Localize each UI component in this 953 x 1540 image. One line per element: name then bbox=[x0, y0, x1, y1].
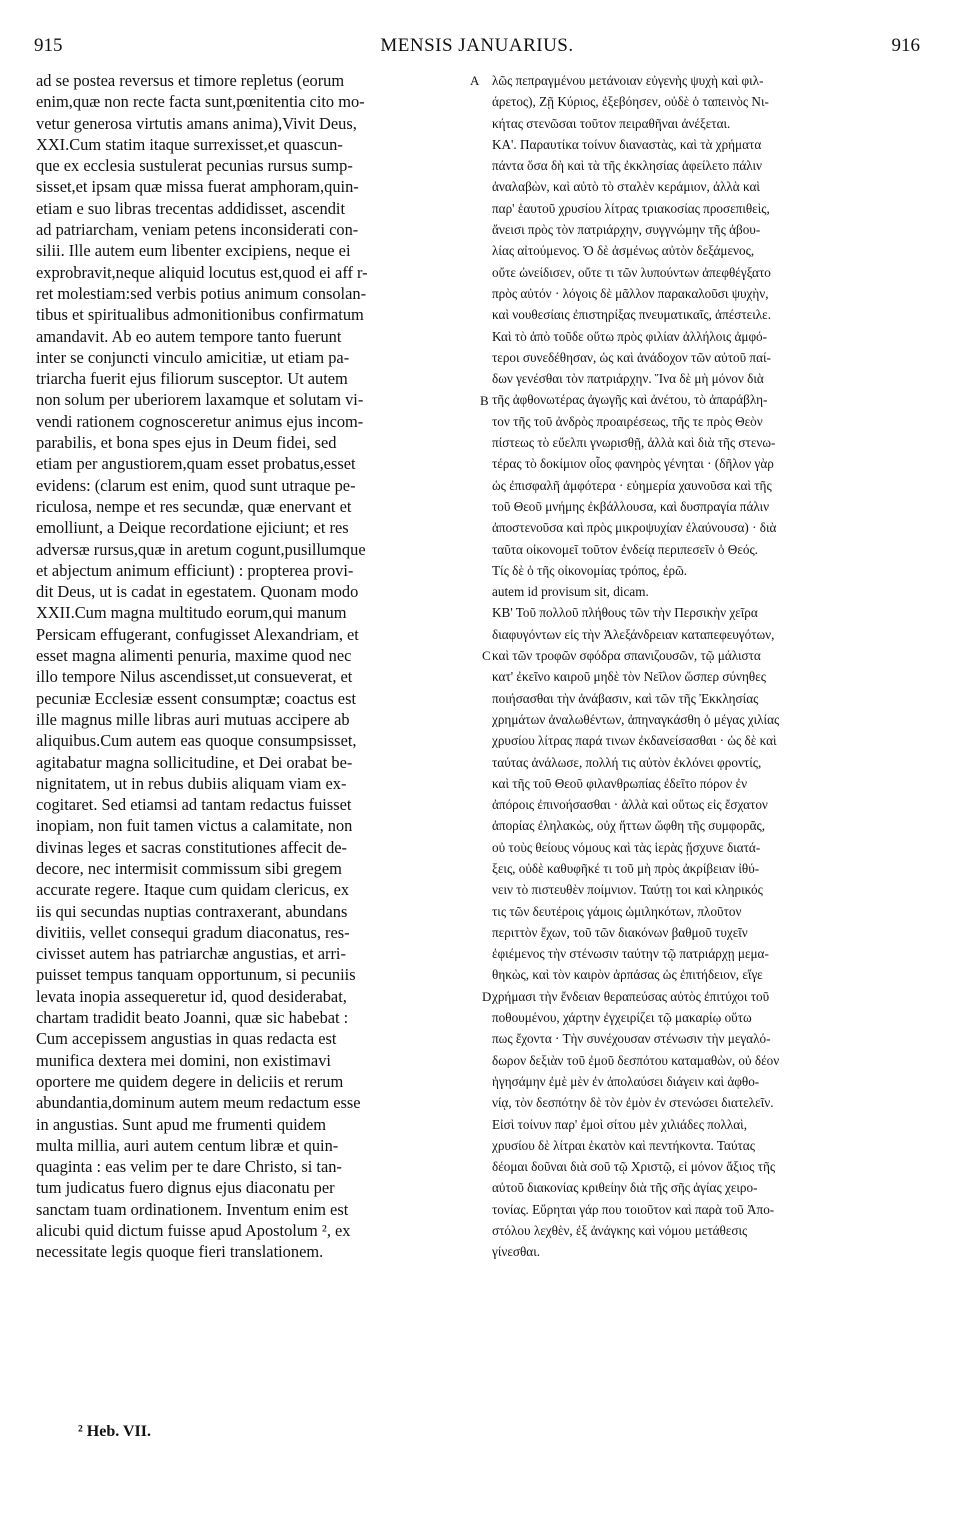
latin-text-line: nignitatem, ut in rebus dubiis aliquam viam ex- bbox=[36, 773, 347, 793]
greek-text-line: autem id provisum sit, dicam. bbox=[492, 584, 649, 600]
latin-text-line: aliquibus.Cum autem eas quoque consumpsisset, bbox=[36, 731, 357, 751]
latin-text-line: Cum accepissem angustias in quas redacta est bbox=[36, 1029, 337, 1049]
greek-text-line: ποθουμένου, χάρτην ἐγχειρίζει τῷ μακαρίῳ οὕτω bbox=[492, 1010, 752, 1026]
latin-text-line: ille magnus mille libras auri mutuas accipere ab bbox=[36, 709, 350, 729]
greek-text-line: πάντα ὅσα δὴ καὶ τὰ τῆς ἐκκλησίας ἀφείλετο πάλιν bbox=[492, 158, 762, 174]
greek-text-line: ἀποστενοῦσα καὶ πρὸς μικροψυχίαν ἐλαύνουσα) · διὰ bbox=[492, 520, 777, 536]
latin-text-line: pecuniæ Ecclesiæ essent consumptæ; coactus est bbox=[36, 688, 357, 708]
greek-text-line: τονίας. Εὕρηται γάρ που τοιοῦτον καὶ παρὰ τοῦ Ἀπο- bbox=[492, 1201, 775, 1217]
greek-text-line: πως ἔχοντα · Τὴν συνέχουσαν στένωσιν τὴν μεγαλό- bbox=[492, 1031, 771, 1047]
greek-text-line: κήτας στενῶσαι τοῦτον πειραθῆναι ἀνέξεται. bbox=[492, 115, 731, 131]
greek-text-line: ὡς ἐπισφαλῆ ἀμφότερα · εὐημερία χαυνοῦσα καὶ τῆς bbox=[492, 477, 772, 493]
greek-text-line: ἀπορίας ἐληλακὼς, οὐχ ἥττων ὤφθη τῆς συμφορᾶς, bbox=[492, 818, 766, 834]
greek-text-line: ποιήσασθαι τὴν ἀνάβασιν, καὶ τῶν τῆς Ἐκκλησίας bbox=[492, 690, 759, 706]
latin-text-line: agitabatur magna sollicitudine, et Dei orabat be- bbox=[36, 752, 353, 772]
latin-text-line: levata inopia assequeretur id, quod desiderabat, bbox=[36, 986, 347, 1006]
greek-text-line: τις τῶν δευτέροις γάμοις ὡμιληκότων, πλοῦτον bbox=[492, 903, 742, 919]
greek-text-line: τῆς ἀφθονωτέρας ἀγωγῆς καὶ ἀνέτου, τὸ ἀπαράβλη- bbox=[492, 392, 768, 408]
latin-text-line: triarcha fuerit ejus filiorum susceptor. Ut autem bbox=[36, 369, 348, 389]
footnote: ² Heb. VII. bbox=[78, 1423, 151, 1440]
greek-text-line: ταύτας ἀνάλωσε, πολλή τις αὐτὸν ἐκλόνει φροντίς, bbox=[492, 754, 762, 770]
latin-text-line: ret molestiam:sed verbis potius animum consolan- bbox=[36, 283, 367, 303]
latin-text-line: XXII.Cum magna multitudo eorum,qui manum bbox=[36, 603, 347, 623]
greek-text-line: καὶ τῆς τοῦ Θεοῦ φιλανθρωπίας ἐδεῖτο πόρον ἐν bbox=[492, 775, 748, 791]
latin-text-line: silii. Ille autem eum libenter excipiens, neque ei bbox=[36, 241, 351, 261]
latin-column bbox=[36, 70, 482, 1263]
greek-text-line: περιττὸν ἔχων, τοῦ τῶν διακόνων βαθμοῦ τυχεῖν bbox=[492, 924, 748, 940]
greek-text-line: τέρας τὸ δοκίμιον οἷος φανηρὸς γένηται · (δῆλον γὰρ bbox=[492, 456, 774, 472]
latin-text-line: et abjectum animum efficiunt) : propterea provi- bbox=[36, 560, 354, 580]
latin-text-line: divinas leges et sacras constitutiones affecit de- bbox=[36, 837, 348, 857]
greek-text-line: ΚΑ'. Παραυτίκα τοίνυν διαναστὰς, καὶ τὰ χρήματα bbox=[492, 136, 762, 152]
latin-text-line: ad se postea reversus et timore repletus (eorum bbox=[36, 71, 345, 90]
greek-text-line: τεροι συνεδέθησαν, ὡς καὶ ἀνάδοχον τῶν αὐτοῦ παί- bbox=[492, 349, 771, 365]
latin-text-line: non solum per uberiorem laxamque et solutam vi- bbox=[36, 390, 364, 410]
latin-text-line: divitiis, vellet consequi gradum diaconatus, res- bbox=[36, 922, 350, 942]
latin-text-line: necessitate legis quoque fieri translationem. bbox=[36, 1242, 324, 1262]
latin-text-line: accurate regere. Itaque cum quidam clericus, ex bbox=[36, 880, 350, 900]
greek-text-line: ξεις, οὐδὲ καθυφῆκέ τι τοῦ μὴ πρὸς ἀκρίβειαν ἰθύ- bbox=[492, 860, 760, 876]
latin-text-line: sisset,et ipsam quæ missa fuerat amphoram,quin- bbox=[36, 177, 359, 197]
greek-text-line: ἀπόροις ἐπινοήσασθαι · ἀλλὰ καὶ οὕτως εἰς ἔσχατον bbox=[492, 797, 768, 813]
latin-text-line: munifica dextera mei domini, non existimavi bbox=[36, 1050, 331, 1070]
greek-text-line: ἀναλαβὼν, καὶ αὐτὸ τὸ σταλὲν κεράμιον, ἀλλὰ καὶ bbox=[492, 179, 760, 195]
greek-text-line: λῶς πεπραγμένου μετάνοιαν εὐγενὴς ψυχὴ καὶ φιλ- bbox=[492, 73, 764, 88]
greek-text-line: στόλου λεχθὲν, ἐξ ἀνάγκης καὶ νόμου μετάθεσις bbox=[492, 1223, 748, 1239]
latin-text-line: XXI.Cum statim itaque surrexisset,et quascun- bbox=[36, 134, 343, 154]
latin-text-line: dit Deus, ut is cadat in egestatem. Quonam modo bbox=[36, 582, 359, 602]
latin-text-line: tibus et spiritualibus admonitionibus confirmatum bbox=[36, 305, 364, 325]
greek-text-line: τοῦ Θεοῦ μνήμης ἐκβάλλουσα, καὶ δυσπραγία πάλιν bbox=[492, 498, 770, 514]
latin-text-line: inopiam, non fuit tamen victus a calamitate, non bbox=[36, 816, 353, 836]
greek-text-line: ΚΒ' Τοῦ πολλοῦ πλήθους τῶν τὴν Περσικὴν χεῖρα bbox=[492, 605, 758, 621]
latin-text-line: alicubi quid dictum fuisse apud Apostolum ², ex bbox=[36, 1221, 351, 1241]
greek-text-line: Καὶ τὸ ἀπὸ τοῦδε οὕτω πρὸς φιλίαν ἀλλήλοις ἀμφό- bbox=[492, 328, 768, 344]
right-page-number: 916 bbox=[891, 35, 920, 56]
section-marker-c: C bbox=[482, 648, 491, 663]
running-title: MENSIS JANUARIUS. bbox=[380, 35, 574, 56]
left-page-number: 915 bbox=[34, 35, 63, 56]
greek-text-line: ἐφιέμενος τὴν στένωσιν ταύτην τῷ πατριάρχῃ μεμα- bbox=[492, 946, 769, 962]
latin-text-line: chartam tradidit beato Joanni, quæ sic habebat : bbox=[36, 1008, 349, 1028]
page-header bbox=[34, 34, 920, 58]
latin-text-line: evidens: (clarum est enim, quod sunt utraque pe- bbox=[36, 475, 356, 495]
greek-column bbox=[492, 70, 924, 1263]
greek-text-line: νίᾳ, τὸν δεσπότην δὲ τὸν ἐμὸν ἐν στενώσει διατελεῖν. bbox=[492, 1095, 774, 1111]
greek-text-line: δων γενέσθαι τὸν πατριάρχην. Ἵνα δὲ μὴ μόνον διὰ bbox=[492, 371, 764, 387]
greek-text-line: αὐτοῦ διακονίας κριθείην διὰ τῆς σῆς ἁγίας χειρο- bbox=[492, 1180, 758, 1196]
latin-text-line: abundantia,dominum autem meum redactum esse bbox=[36, 1093, 361, 1113]
latin-text-line: oportere me quidem degere in deliciis et rerum bbox=[36, 1071, 344, 1091]
latin-text-line: illo tempore Nilus ascendisset,ut consueverat, et bbox=[36, 667, 353, 687]
latin-text-line: vendi rationem cognosceretur animus ejus incom- bbox=[36, 411, 364, 431]
greek-text-line: χρήμασι τὴν ἔνδειαν θεραπεύσας αὐτὸς ἐπιτύχοι τοῦ bbox=[492, 988, 770, 1004]
latin-text-line: vetur generosa virtutis amans anima),Vivit Deus, bbox=[36, 113, 357, 133]
latin-text-line: ad patriarcham, veniam petens inconsiderati con- bbox=[36, 220, 359, 240]
section-marker-b: B bbox=[480, 392, 489, 408]
latin-text-line: inter se conjuncti vinculo amicitiæ, ut etiam pa- bbox=[36, 347, 350, 367]
greek-text-line: κατ' ἐκεῖνο καιροῦ μηδὲ τὸν Νεῖλον ὥσπερ σύνηθες bbox=[492, 669, 766, 685]
latin-text-line: que ex ecclesia sustulerat pecunias rursus sump- bbox=[36, 156, 353, 176]
latin-text-line: decore, nec intermisit commissum sibi gregem bbox=[36, 858, 342, 878]
latin-text-line: parabilis, et bona spes ejus in Deum fidei, sed bbox=[36, 433, 337, 453]
greek-text-line: πίστεως τὸ εὔελπι γνωρισθῇ, ἀλλὰ καὶ διὰ τῆς στενω- bbox=[492, 435, 776, 451]
greek-text-line: διαφυγόντων εἰς τὴν Ἀλεξάνδρειαν καταπεφευγότων, bbox=[492, 626, 775, 642]
latin-text-line: adversæ rursus,quæ in aretum cogunt,pusillumque bbox=[36, 539, 366, 559]
greek-text-line: Εἰσὶ τοίνυν παρ' ἐμοὶ σίτου μὲν χιλιάδες πολλαὶ, bbox=[492, 1116, 748, 1132]
section-marker-d: D bbox=[482, 988, 492, 1004]
latin-text-line: cogitaret. Sed etiamsi ad tantam redactus fuisset bbox=[36, 795, 352, 815]
greek-text-line: καὶ τῶν τροφῶν σφόδρα σπανιζουσῶν, τῷ μάλιστα bbox=[492, 648, 761, 664]
latin-text-line: riculosa, nempe et res secundæ, quæ enervant et bbox=[36, 496, 352, 516]
greek-text-line: καὶ νουθεσίαις ἐπιστηρίξας πνευματικαῖς, ἀπέστειλε. bbox=[492, 307, 771, 323]
latin-text-line: quaginta : eas velim per te dare Christo, si tan- bbox=[36, 1157, 342, 1177]
greek-text-line: λίας αἰτούμενος. Ὁ δὲ ἀσμένως αὐτὸν δεξάμενος, bbox=[492, 243, 755, 259]
latin-text-line: enim,quæ non recte facta sunt,pœnitentia cito mo- bbox=[36, 92, 365, 112]
greek-text-line: γίνεσθαι. bbox=[492, 1244, 541, 1260]
greek-text-line: νειν τὸ πιστευθὲν ποίμνιον. Ταύτῃ τοι καὶ κληρικός bbox=[492, 882, 763, 898]
greek-text-line: χρυσίου δὲ λίτραι ἑκατὸν καὶ πεντήκοντα. Ταύτας bbox=[492, 1137, 755, 1153]
greek-text-line: τον τῆς τοῦ ἀνδρὸς προαιρέσεως, τῆς τε πρὸς Θεὸν bbox=[492, 413, 763, 429]
greek-text-line: χρημάτων ἀναλωθέντων, ἀπηναγκάσθη ὁ μέγας χιλίας bbox=[492, 711, 780, 727]
section-marker-a: A bbox=[470, 73, 480, 88]
greek-text-line: θηκὼς, καὶ τὸν καιρὸν ἁρπάσας ὡς ἐπιτήδειον, εἴγε bbox=[492, 967, 763, 983]
latin-text-line: esset magna alimenti penuria, maxime quod nec bbox=[36, 646, 352, 666]
greek-text-line: άρετος), Ζῇ Κύριος, ἐξεβόησεν, οὐδὲ ὁ ταπεινὸς Νι- bbox=[492, 94, 769, 110]
greek-text-line: παρ' ἑαυτοῦ χρυσίου λίτρας τριακοσίας προσεπιθεὶς, bbox=[492, 200, 770, 216]
latin-text-line: civisset autem has patriarchæ angustias, et arri- bbox=[36, 944, 346, 964]
latin-text-line: in angustias. Sunt apud me frumenti quidem bbox=[36, 1114, 326, 1134]
latin-text-line: puisset tempus tanquam opportunum, si pecuniis bbox=[36, 965, 356, 985]
latin-text-line: etiam e suo libras trecentas addidisset, ascendit bbox=[36, 198, 346, 218]
greek-text-line: χρυσίου λίτρας παρά τινων ἐκδανείσασθαι · ὡς δὲ καὶ bbox=[492, 733, 777, 749]
latin-text-line: etiam per angustiorem,quam esset probatus,esset bbox=[36, 454, 356, 474]
latin-text-line: emolliunt, a Deique recordatione ejiciunt; et res bbox=[36, 518, 349, 538]
greek-text-line: οὔτε ὠνείδισεν, οὔτε τι τῶν λυπούντων ἀπεφθέγξατο bbox=[492, 264, 771, 280]
latin-text-line: tum judicatus fuero dignus ejus diaconatu per bbox=[36, 1178, 335, 1198]
latin-text-line: amandavit. Ab eo autem tempore tanto fuerunt bbox=[36, 326, 342, 346]
latin-text-line: Persicam effugerant, confugisset Alexandriam, et bbox=[36, 624, 359, 644]
greek-text-line: πρὸς αὐτόν · λόγοις δὲ μᾶλλον παρακαλοῦσι ψυχὴν, bbox=[492, 285, 769, 301]
latin-text-line: iis qui secundas nuptias contraxerant, abundans bbox=[36, 901, 348, 921]
latin-text-line: multa millia, auri autem centum libræ et quin- bbox=[36, 1135, 339, 1155]
greek-text-line: δέομαι δοῦναι διὰ σοῦ τῷ Χριστῷ, εἰ μόνον ἄξιος τῆς bbox=[492, 1159, 776, 1175]
greek-text-line: δωρον δεξιὰν τοῦ ἐμοῦ δεσπότου καταμαθὼν, οὐ δέον bbox=[492, 1052, 780, 1068]
latin-text-line: exprobravit,neque aliquid locutus est,quod ei aff r- bbox=[36, 262, 368, 282]
greek-text-line: ταῦτα οἰκονομεῖ τοῦτον ἐνδείᾳ περιπεσεῖν ὁ Θεός. bbox=[492, 541, 758, 557]
greek-text-line: ἄνεισι πρὸς τὸν πατριάρχην, συγγνώμην τῆς ἀβου- bbox=[492, 222, 761, 238]
greek-text-line: οὐ τοὺς θείους νόμους καὶ τὰς ἱερὰς ᾔσχυνε διατά- bbox=[492, 839, 761, 855]
latin-text-line: sanctam tuam ordinationem. Inventum enim est bbox=[36, 1199, 349, 1219]
greek-text-line: Τίς δὲ ὁ τῆς οἰκονομίας τρόπος, ἐρῶ. bbox=[492, 562, 688, 578]
greek-text-line: ἡγησάμην ἐμὲ μὲν ἐν ἀπολαύσει διάγειν καὶ ἀφθο- bbox=[492, 1073, 760, 1089]
